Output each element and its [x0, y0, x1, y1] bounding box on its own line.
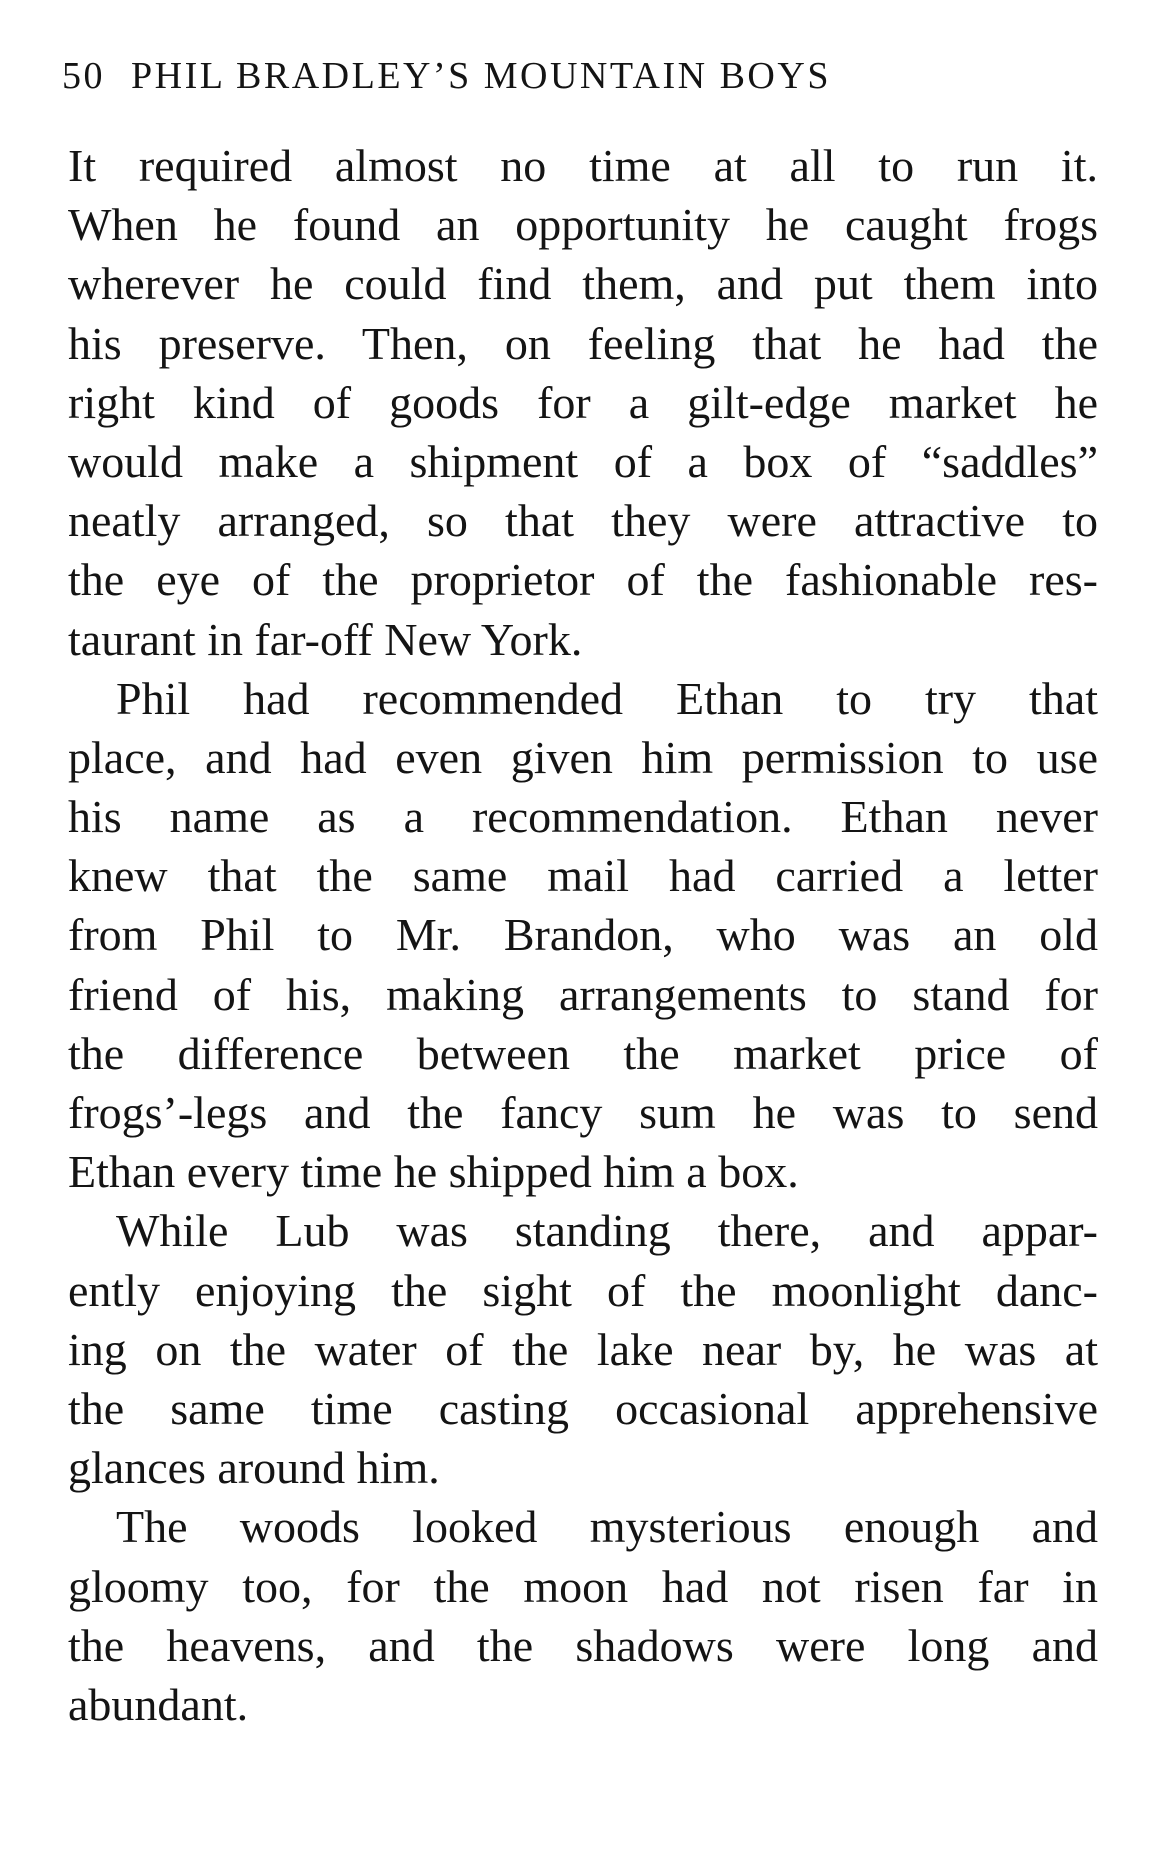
body-text [68, 136, 1098, 1734]
text-line: right kind of goods for a gilt-edge market he [68, 376, 1098, 428]
text-line: When he found an opportunity he caught frogs [68, 199, 1098, 251]
text-line: his name as a recommendation. Ethan never [68, 791, 1098, 843]
text-line: frogs’-legs and the fancy sum he was to send [68, 1087, 1098, 1138]
text-line: from Phil to Mr. Brandon, who was an old [68, 909, 1098, 961]
text-line: ently enjoying the sight of the moonlight danc- [68, 1264, 1098, 1316]
text-line: While Lub was standing there, and appar- [116, 1205, 1098, 1257]
text-line: his preserve. Then, on feeling that he had the [68, 317, 1098, 369]
text-line: The woods looked mysterious enough and [116, 1501, 1098, 1553]
text-line: gloomy too, for the moon had not risen far in [68, 1560, 1098, 1612]
text-line: ing on the water of the lake near by, he was at [68, 1323, 1098, 1375]
text-line: the difference between the market price of [68, 1027, 1098, 1079]
text-line: the same time casting occasional apprehensive [68, 1382, 1098, 1434]
text-line: would make a shipment of a box of “saddles” [68, 435, 1098, 487]
text-line: It required almost no time at all to run it. [68, 140, 1098, 191]
text-line: glances around him. [68, 1442, 440, 1494]
text-line: place, and had even given him permission to use [68, 731, 1098, 783]
page-number: 50 [62, 55, 105, 97]
text-line: taurant in far-off New York. [68, 613, 583, 665]
text-line: wherever he could find them, and put them into [68, 258, 1098, 310]
running-header [62, 52, 1102, 100]
text-line: friend of his, making arrangements to stand for [68, 968, 1098, 1020]
running-title: PHIL BRADLEY’S MOUNTAIN BOYS [131, 55, 831, 97]
text-line: the eye of the proprietor of the fashionable res- [68, 554, 1098, 606]
text-line: Ethan every time he shipped him a box. [68, 1146, 799, 1198]
text-line: abundant. [68, 1678, 249, 1730]
text-line: the heavens, and the shadows were long and [68, 1619, 1098, 1671]
text-line: neatly arranged, so that they were attractive to [68, 495, 1098, 547]
text-line: Phil had recommended Ethan to try that [116, 672, 1098, 724]
text-line: knew that the same mail had carried a letter [68, 850, 1098, 902]
